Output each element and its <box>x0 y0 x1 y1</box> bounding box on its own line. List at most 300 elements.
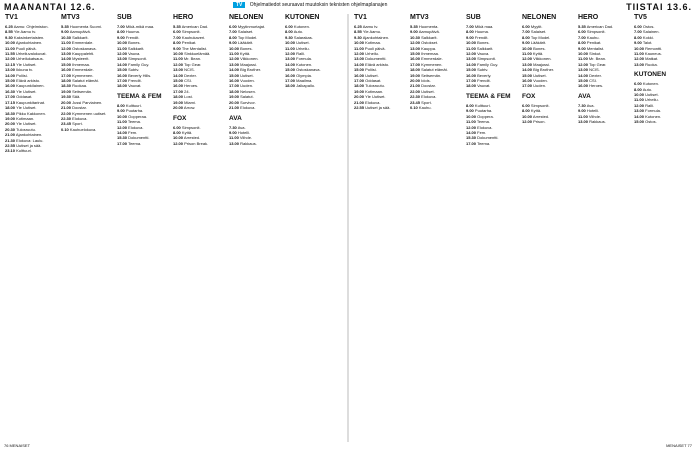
program-title: Elokuva. <box>240 105 256 111</box>
program-time: 13.00 <box>173 67 184 73</box>
program-time: 10.30 <box>61 34 72 40</box>
left-page-number: 76 MENAISET <box>4 443 31 448</box>
program-title: Fem. <box>128 129 138 135</box>
program-time: 6.00 <box>229 24 237 29</box>
program-title: Simpsonit. <box>477 56 496 62</box>
program-time: 8.00 <box>285 29 293 35</box>
program-title: Salatut. <box>240 94 254 100</box>
channel-section <box>410 14 464 111</box>
program-time: 14.00 <box>522 67 533 73</box>
program-title: Yle Uutiset. <box>16 121 37 127</box>
program-time: 9.30 <box>5 34 13 40</box>
program-time: 21.00 <box>354 99 365 105</box>
program-title: Aamupäivä. <box>69 29 91 35</box>
program-time: 11.00 <box>354 45 364 51</box>
program-time: 10.00 <box>466 40 477 46</box>
program-time: 17.15 <box>5 99 16 105</box>
program-title: Big Brother. <box>240 67 262 73</box>
program-title: Salkkarit. <box>476 45 494 51</box>
program-listing <box>285 83 339 88</box>
program-time: 15.00 <box>117 67 128 73</box>
program-title: Rakkaus. <box>589 119 606 125</box>
program-time: 16.00 <box>173 83 184 89</box>
channel-section <box>229 14 283 111</box>
program-time: 18.00 <box>466 83 477 89</box>
program-title: Kotimaan. <box>16 115 35 121</box>
program-title: Salarakas. <box>293 34 313 40</box>
program-title: Simpsonit. <box>181 29 201 35</box>
program-listing <box>117 83 171 88</box>
program-time: 15.00 <box>466 67 477 73</box>
program-title: Mikä-mikä maa. <box>125 24 155 29</box>
program-title: Subtv. <box>128 67 140 73</box>
program-title: Kauppa. <box>421 45 437 51</box>
program-time: 12.00 <box>634 102 645 108</box>
program-title: Kauppalehti. <box>72 51 95 57</box>
program-title: Arrow. <box>183 105 196 111</box>
program-time: 10.00 <box>173 51 184 57</box>
program-time: 10.00 <box>466 113 477 119</box>
program-title: Remontti. <box>645 45 663 51</box>
program-listing <box>522 83 576 88</box>
program-title: Elävä arkisto. <box>365 61 390 67</box>
program-title: Kyttä. <box>532 51 544 57</box>
program-title: Ava. <box>237 124 246 130</box>
program-title: Ralli. <box>645 102 655 108</box>
program-time: 6.00 <box>285 24 293 29</box>
program-title: Dokumentti. <box>365 56 387 62</box>
program-title: Ralli. <box>296 51 306 57</box>
program-time: 11.00 <box>5 45 15 51</box>
program-title: Beverly Hills. <box>128 72 152 78</box>
program-title: Emmerdale. <box>71 40 94 46</box>
program-title: Kymmenen uutiset. <box>72 110 107 116</box>
program-title: Poliisi. <box>365 67 377 73</box>
program-time: 20.00 <box>410 78 421 84</box>
program-title: Uutiset. <box>645 92 659 98</box>
program-time: 12.00 <box>173 61 184 67</box>
program-time: 21.00 <box>229 105 240 111</box>
program-title: Maailma. <box>296 78 313 84</box>
program-time: 11.00 <box>285 45 295 51</box>
program-title: Salaiset. <box>530 29 547 35</box>
channel-section <box>61 14 115 132</box>
program-title: Yle Uutiset. <box>16 105 37 111</box>
program-time: 15.00 <box>578 78 589 84</box>
program-title: Dokumentti. <box>477 135 499 141</box>
program-time: 10.00 <box>117 113 128 119</box>
program-time: 20.30 <box>5 126 16 132</box>
program-time: 8.00 <box>229 34 237 40</box>
program-title: Bones. <box>240 45 253 51</box>
program-time: 9.00 <box>522 40 530 46</box>
program-time: 12.00 <box>5 56 16 62</box>
program-title: Arrested. <box>183 135 201 141</box>
program-listing <box>522 119 576 124</box>
program-title: Kyttä. <box>239 51 251 57</box>
left-date-heading: MAANANTAI 12.6. <box>4 2 96 12</box>
program-title: Big Brother. <box>533 67 555 73</box>
program-time: 15.00 <box>522 72 533 78</box>
program-time: 12.00 <box>522 119 533 125</box>
program-title: Tulosruutu. <box>16 126 36 132</box>
program-title: Simpsonit. <box>181 124 201 130</box>
channel-section <box>522 93 576 125</box>
program-title: Simpsonit. <box>530 102 550 108</box>
program-time: 15.00 <box>61 61 72 67</box>
header-notice-text: Ohjelmatiedot seuraavat muutoksin teknisten ohjelmaplanajen <box>249 2 388 8</box>
program-time: 7.00 <box>173 34 181 40</box>
channel-heading: KUTONEN <box>634 71 667 79</box>
program-listing <box>466 141 520 146</box>
program-title: Uutiset. <box>296 40 310 46</box>
program-title: Ajankohtainen. <box>362 34 390 40</box>
program-time: 8.00 <box>466 29 474 35</box>
program-time: 6.00 <box>634 24 642 29</box>
program-time: 8.55 <box>5 29 13 35</box>
program-title: Simpsonit. <box>128 56 147 62</box>
program-title: Kaupunkilainen. <box>16 83 45 89</box>
program-listing <box>578 83 632 88</box>
program-time: 18.00 <box>410 67 421 73</box>
program-time: 9.00 <box>466 108 474 114</box>
program-time: 22.55 <box>5 142 16 148</box>
program-time: 15.30 <box>117 135 128 141</box>
program-title: Olympia. <box>296 72 312 78</box>
program-time: 11.00 <box>578 56 588 62</box>
program-title: Arrested. <box>532 113 550 119</box>
program-time: 6.00 <box>522 24 530 29</box>
program-time: 13.00 <box>117 56 128 62</box>
program-time: 17.00 <box>285 78 296 84</box>
program-listing <box>354 105 408 110</box>
program-time: 7.00 <box>466 24 474 29</box>
program-title: Vauva. <box>477 51 490 57</box>
schedule-column <box>633 14 689 442</box>
channel-heading: TV1 <box>354 14 367 21</box>
right-columns <box>353 14 692 442</box>
program-listing <box>229 105 283 110</box>
program-title: Heroes. <box>589 83 604 89</box>
channel-section <box>354 14 408 111</box>
program-time: 22.30 <box>410 94 421 100</box>
channel-heading: HERO <box>578 14 599 21</box>
program-time: 6.00 <box>173 29 181 35</box>
channel-heading: NELONEN <box>229 14 264 21</box>
program-title: Ihmemaa. <box>72 61 90 67</box>
program-title: Urheilu. <box>365 51 379 57</box>
program-time: 13.00 <box>522 61 533 67</box>
program-title: Salainen. <box>642 29 660 35</box>
program-title: Teema. <box>128 140 142 146</box>
program-title: Viihde. <box>588 113 602 119</box>
program-title: Salaiset. <box>237 29 254 35</box>
program-time: 17.00 <box>410 61 421 67</box>
program-time: 12.00 <box>117 124 128 130</box>
program-time: 19.00 <box>410 72 421 78</box>
program-time: 23.45 <box>410 99 421 105</box>
program-title: Kotimaa. <box>365 40 381 46</box>
program-time: 8.00 <box>173 129 181 135</box>
program-time: 14.00 <box>117 129 128 135</box>
program-listing <box>117 141 171 146</box>
program-listing <box>173 105 227 110</box>
program-time: 22.00 <box>61 110 72 116</box>
program-time: 16.00 <box>117 72 128 78</box>
program-title: Kaupunkitarinat. <box>16 99 46 105</box>
program-time: 9.00 <box>634 40 642 46</box>
program-time: 19.00 <box>354 88 365 94</box>
program-time: 17.00 <box>522 83 533 89</box>
program-title: Bones. <box>533 45 546 51</box>
program-title: Dexter. <box>589 72 602 78</box>
program-title: CSI. <box>589 78 597 84</box>
program-time: 11.00 <box>173 56 183 62</box>
program-title: Teema. <box>127 119 141 125</box>
program-time: 7.00 <box>229 29 237 35</box>
program-time: 8.00 <box>634 86 642 92</box>
program-time: 8.00 <box>634 34 642 40</box>
program-time: 10.30 <box>410 34 421 40</box>
program-title: Yle Uutiset. <box>16 61 37 67</box>
program-title: Ihmemaa. <box>421 51 439 57</box>
program-title: Kulttuuri. <box>125 102 142 108</box>
program-title: Sää. <box>72 94 81 100</box>
program-title: Vuoden. <box>533 78 548 84</box>
program-title: Salkkarit. <box>421 34 438 40</box>
program-title: 24. <box>184 88 190 94</box>
program-title: Emmerdale. <box>72 67 94 73</box>
program-title: Puutarha. <box>474 108 493 114</box>
program-title: Puoli päivä. <box>15 45 37 51</box>
program-title: Urheilukatsaus. <box>16 56 44 62</box>
program-time: 17.00 <box>354 78 365 84</box>
program-title: Penikat. <box>181 40 197 46</box>
program-time: 15.00 <box>229 72 240 78</box>
channel-section <box>578 93 632 125</box>
channel-heading: SUB <box>466 14 481 21</box>
program-time: 17.00 <box>5 94 16 100</box>
program-title: Docstar. <box>421 83 436 89</box>
schedule-column <box>228 14 284 442</box>
program-title: Talot. <box>642 40 653 46</box>
program-title: Mikä maa. <box>474 24 494 29</box>
program-time: 9.00 <box>61 29 69 35</box>
program-title: Sinkkuelämää. <box>184 51 211 57</box>
channel-heading: TEEMA & FEM <box>466 92 511 100</box>
right-page-number: MENAISET 77 <box>666 443 692 448</box>
program-time: 10.00 <box>522 45 533 51</box>
program-title: Kymmenen. <box>421 61 443 67</box>
program-time: 10.00 <box>578 51 589 57</box>
program-title: Aamu tv. <box>362 24 379 29</box>
program-time: 8.00 <box>522 108 530 114</box>
program-time: 12.15 <box>5 61 16 67</box>
schedule-column <box>60 14 116 442</box>
program-time: 8.55 <box>354 29 362 35</box>
channel-heading: FOX <box>173 114 187 122</box>
program-time: 9.00 <box>117 34 125 40</box>
program-title: Auto. <box>642 86 653 92</box>
program-time: 18.00 <box>173 94 184 100</box>
program-time: 14.00 <box>61 56 72 62</box>
program-title: Simpsonit. <box>586 29 606 35</box>
program-time: 14.00 <box>466 61 477 67</box>
program-time: 12.00 <box>229 56 240 62</box>
left-columns <box>4 14 343 442</box>
channel-heading: TV1 <box>5 14 18 21</box>
schedule-column <box>521 14 577 442</box>
program-title: Viikkonen. <box>240 56 259 62</box>
program-time: 17.00 <box>117 78 128 84</box>
schedule-column <box>409 14 465 442</box>
channel-section <box>285 14 339 89</box>
program-title: Lääkärit. <box>530 40 547 46</box>
program-time: 11.00 <box>117 45 127 51</box>
program-title: Miami. <box>184 99 196 105</box>
program-title: Salkkarit. <box>127 45 145 51</box>
program-time: 19.00 <box>5 115 16 121</box>
program-title: Mentalist. <box>586 45 605 51</box>
program-time: 16.00 <box>285 72 296 78</box>
program-time: 11.55 <box>5 51 15 57</box>
program-title: Top Gear. <box>589 61 607 67</box>
schedule-column <box>116 14 172 442</box>
program-time: 8.00 <box>117 29 125 35</box>
program-title: Mr. Bean. <box>183 56 202 62</box>
program-title: Ooppera. <box>477 113 494 119</box>
program-time: 12.00 <box>634 56 645 62</box>
program-time: 16.00 <box>578 83 589 89</box>
program-time: 9.00 <box>229 129 237 135</box>
program-title: Ajankohtainen. <box>15 132 43 138</box>
program-title: Oddasat. <box>365 78 382 84</box>
channel-heading: TV5 <box>634 14 647 21</box>
program-title: Mr. Bean. <box>588 56 607 62</box>
program-title: Uuden. <box>240 83 254 89</box>
program-time: 7.30 <box>229 124 237 130</box>
program-time: 17.00 <box>117 140 128 146</box>
program-title: Sinkut. <box>589 51 602 57</box>
program-title: Dokumentti. <box>128 135 150 141</box>
program-title: Prison. <box>533 119 546 125</box>
program-time: 17.00 <box>466 78 477 84</box>
program-time: 10.00 <box>634 92 645 98</box>
program-time: 16.00 <box>466 72 477 78</box>
program-title: Oddasat. <box>16 94 33 100</box>
program-title: Ikkuna tv. <box>16 67 33 73</box>
program-time: 13.00 <box>578 119 589 125</box>
program-time: 13.00 <box>61 51 72 57</box>
channel-section <box>634 14 688 67</box>
program-time: 11.00 <box>229 51 239 57</box>
program-title: Kutonen. <box>645 113 662 119</box>
program-title: Idols. <box>421 78 431 84</box>
program-title: Beverly. <box>477 72 492 78</box>
channel-section <box>117 14 171 89</box>
program-title: NCIS. <box>184 67 195 73</box>
program-title: Urheilu. <box>644 97 659 103</box>
program-time: 10.00 <box>522 113 533 119</box>
program-title: Oopperaa. <box>128 113 148 119</box>
program-time: 16.00 <box>5 83 16 89</box>
program-title: Subtv. <box>477 67 489 73</box>
program-time: 7.00 <box>117 24 125 29</box>
program-time: 20.00 <box>5 121 16 127</box>
schedule-column <box>4 14 60 442</box>
program-time: 18.00 <box>61 78 72 84</box>
program-title: Rakkaus. <box>240 140 257 146</box>
program-listing <box>173 141 227 146</box>
channel-heading: FOX <box>522 92 536 100</box>
program-title: Uutiset ja sää. <box>16 142 42 148</box>
program-time: 9.00 <box>466 34 474 40</box>
program-time: 21.00 <box>61 105 72 111</box>
channel-section <box>229 115 283 147</box>
program-time: 17.00 <box>466 140 477 146</box>
program-title: Tulosruutu. <box>365 83 385 89</box>
program-title: Formula. <box>645 108 661 114</box>
program-time: 10.00 <box>354 40 365 46</box>
program-title: Yle Aamu. <box>362 29 382 35</box>
program-title: Salkkarit. <box>72 34 89 40</box>
program-title: Viihde. <box>239 135 253 141</box>
program-time: 10.00 <box>229 45 240 51</box>
channel-section <box>466 93 520 146</box>
program-time: 14.00 <box>117 61 128 67</box>
program-time: 18.00 <box>229 88 240 94</box>
program-title: Kutonen. <box>642 81 659 87</box>
program-title: Huomenta. <box>418 24 439 29</box>
program-time: 18.00 <box>5 105 16 111</box>
program-title: Kulttuuri. <box>16 148 32 154</box>
program-title: Sport. <box>72 121 83 127</box>
program-time: 9.00 <box>578 108 586 114</box>
program-time: 11.00 <box>466 119 476 125</box>
program-time: 12.00 <box>578 61 589 67</box>
channel-heading: MTV3 <box>61 14 80 21</box>
program-time: 5.35 <box>578 24 586 29</box>
program-title: Ostos. <box>642 24 655 29</box>
program-title: Puutarha. <box>125 108 144 114</box>
program-time: 7.30 <box>578 102 586 108</box>
program-time: 16.00 <box>61 67 72 73</box>
channel-section <box>117 93 171 146</box>
program-title: Frendit. <box>477 78 491 84</box>
program-time: 17.00 <box>229 83 240 89</box>
channel-section <box>173 115 227 147</box>
program-time: 18.30 <box>61 83 72 89</box>
program-time: 7.00 <box>578 34 586 40</box>
program-time: 9.30 <box>354 34 362 40</box>
program-time: 16.00 <box>522 78 533 84</box>
program-title: NCIS. <box>589 67 600 73</box>
program-title: Uutiset ja sää. <box>365 105 391 111</box>
program-title: Seitsemän. <box>421 72 442 78</box>
program-time: 20.00 <box>61 99 72 105</box>
program-title: Myytinmurtajat. <box>237 24 266 29</box>
program-time: 6.00 <box>173 124 181 130</box>
program-title: Elokuva. <box>477 124 493 130</box>
program-listing <box>229 141 283 146</box>
program-time: 11.00 <box>466 45 476 51</box>
program-title: Bones. <box>477 40 490 46</box>
program-time: 7.00 <box>522 29 530 35</box>
program-title: Vauvat. <box>477 83 491 89</box>
program-time: 10.00 <box>634 45 645 51</box>
channel-heading: SUB <box>117 14 132 21</box>
program-title: The Mentalist. <box>181 45 207 51</box>
